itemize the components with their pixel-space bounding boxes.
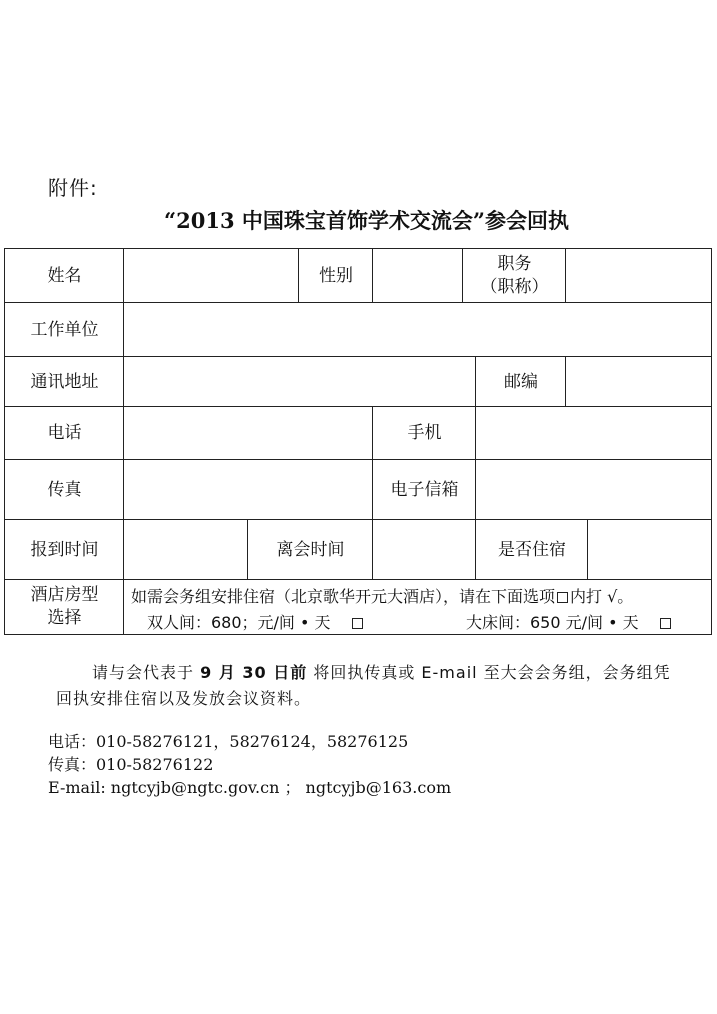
postcode-label: 邮编 xyxy=(475,356,566,407)
phone-field[interactable] xyxy=(123,406,373,460)
workplace-field[interactable] xyxy=(123,302,712,357)
fax-field[interactable] xyxy=(123,459,373,520)
phone-label: 电话 xyxy=(4,406,124,460)
arrival-time-field[interactable] xyxy=(123,519,248,580)
twin-room-option xyxy=(147,610,365,633)
twin-room-label: 双人间：680；元/间 • 天 xyxy=(147,613,331,632)
name-label: 姓名 xyxy=(4,248,124,303)
position-label xyxy=(462,248,566,303)
position-field[interactable] xyxy=(565,248,712,303)
twin-room-checkbox[interactable] xyxy=(352,618,363,629)
lodging-field[interactable] xyxy=(587,519,712,580)
address-label: 通讯地址 xyxy=(4,356,124,407)
departure-time-label: 离会时间 xyxy=(247,519,373,580)
email-label: 电子信箱 xyxy=(372,459,476,520)
email-field[interactable] xyxy=(475,459,712,520)
departure-time-field[interactable] xyxy=(372,519,476,580)
contact-phone: 电话：010-58276121，58276124，58276125 xyxy=(48,732,409,751)
lodging-label: 是否住宿 xyxy=(475,519,588,580)
notice-paragraph xyxy=(56,660,696,712)
hotel-room-label xyxy=(4,579,124,635)
gender-label: 性别 xyxy=(298,248,373,303)
hotel-room-label-line1: 酒店房型 xyxy=(30,585,99,606)
contact-email: E-mail: ngtcyjb@ngtc.gov.cn ； ngtcyjb@163.com xyxy=(48,778,452,797)
attachment-label: 附件: xyxy=(48,176,98,200)
double-room-option xyxy=(466,610,673,633)
name-field[interactable] xyxy=(123,248,299,303)
hotel-room-label-line2: 选择 xyxy=(47,608,82,628)
arrival-time-label: 报到时间 xyxy=(4,519,124,580)
double-room-checkbox[interactable] xyxy=(660,618,671,629)
double-room-label: 大床间：650 元/间 • 天 xyxy=(466,613,639,632)
notice-line-1 xyxy=(56,660,696,686)
address-field[interactable] xyxy=(123,356,476,407)
notice-deadline: 9 月 30 日前 xyxy=(200,663,308,682)
notice-text-2: 将回执传真或 E-mail 至大会会务组，会务组凭 xyxy=(313,663,671,682)
gender-field[interactable] xyxy=(372,248,463,303)
notice-text-1: 请与会代表于 xyxy=(92,663,195,682)
hotel-instruction xyxy=(131,584,709,607)
contact-info xyxy=(48,730,451,799)
mobile-label: 手机 xyxy=(372,406,476,460)
position-label-line2: （职称） xyxy=(480,277,549,297)
notice-line-2: 回执安排住宿以及发放会议资料。 xyxy=(56,689,312,708)
fax-label: 传真 xyxy=(4,459,124,520)
checkbox-example-icon xyxy=(557,592,568,603)
hotel-instruction-suffix: 内打 √。 xyxy=(570,587,634,606)
mobile-field[interactable] xyxy=(475,406,712,460)
position-label-line1: 职务 xyxy=(497,254,532,275)
contact-fax: 传真：010-58276122 xyxy=(48,755,214,774)
postcode-field[interactable] xyxy=(565,356,712,407)
document-title: “2013 中国珠宝首饰学术交流会”参会回执 xyxy=(164,208,569,233)
workplace-label: 工作单位 xyxy=(4,302,124,357)
hotel-instruction-text: 如需会务组安排住宿（北京歌华开元大酒店），请在下面选项 xyxy=(131,587,556,606)
